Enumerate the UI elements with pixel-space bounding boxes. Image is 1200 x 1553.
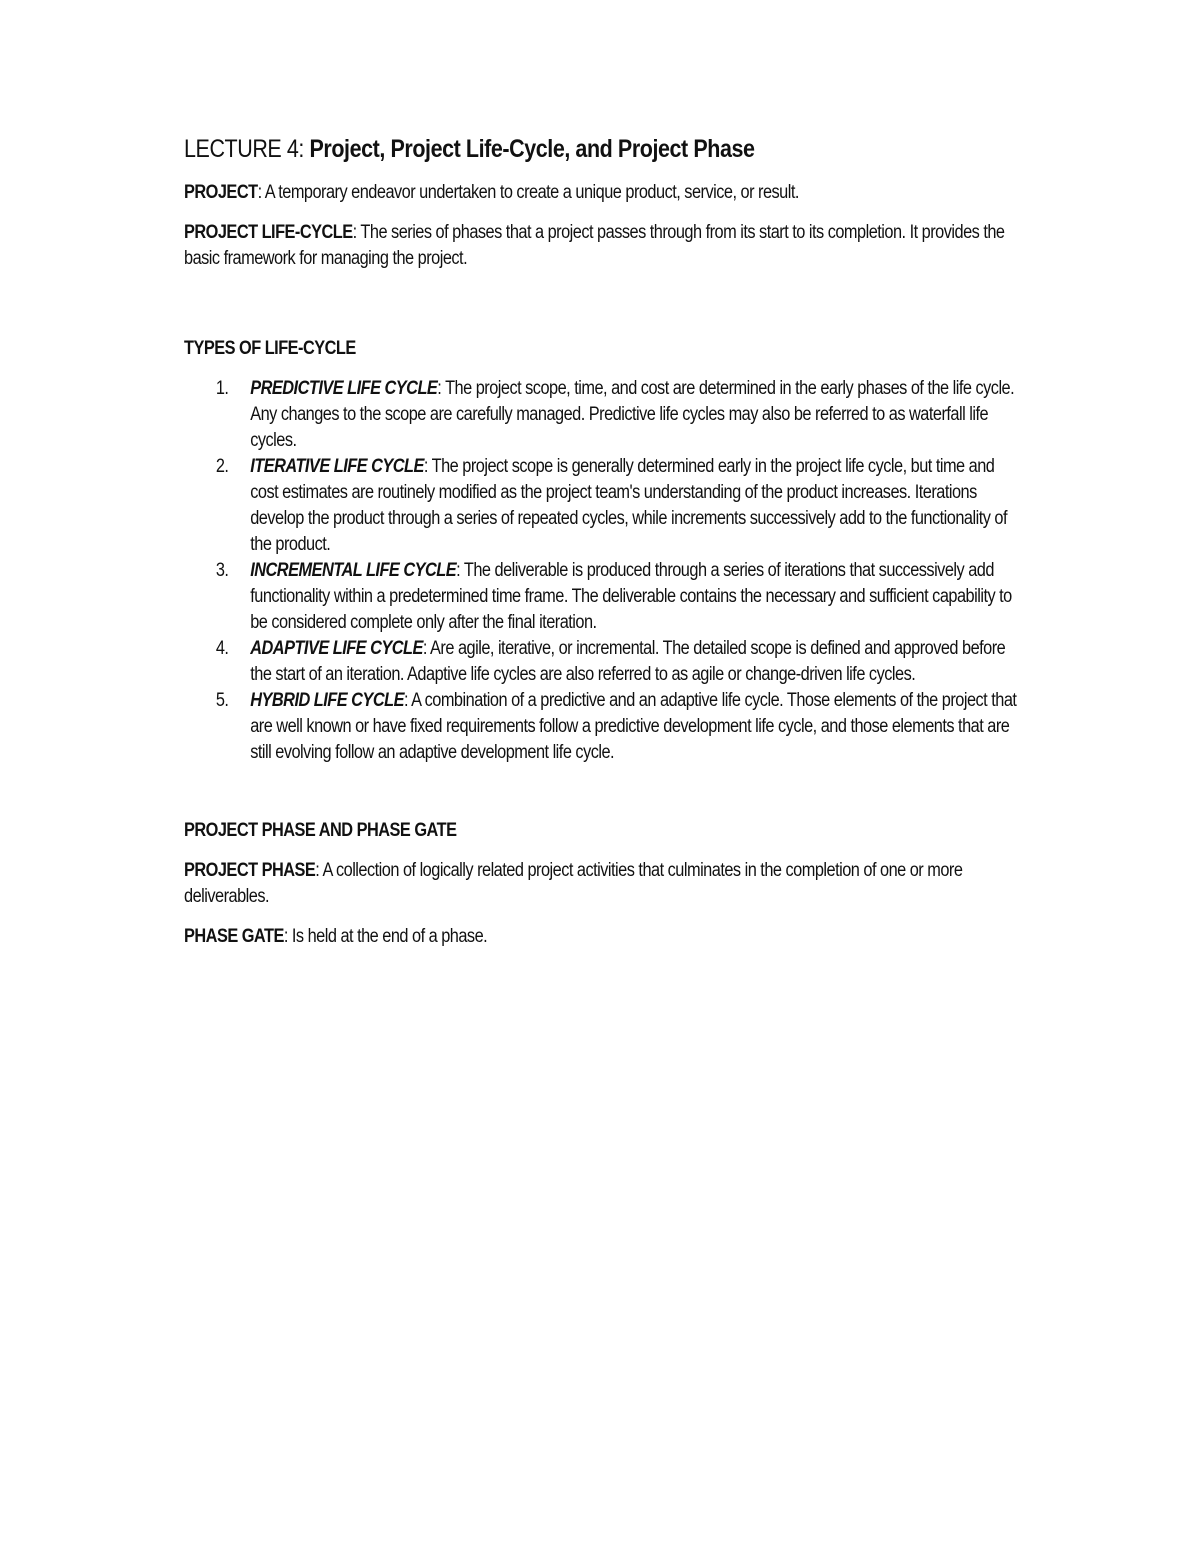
title-prefix: LECTURE 4:	[184, 135, 310, 163]
list-item	[184, 376, 1024, 454]
document-body	[184, 132, 1024, 964]
definition-project-life-cycle	[184, 220, 1024, 272]
list-item-number: 5.	[215, 690, 229, 711]
section-spacer	[184, 286, 1024, 336]
list-item	[184, 688, 1024, 766]
list-item-text: : The project scope is generally determined early in the project life cycle, but time and cost estimates are routinely modified as the project team's understanding of the product increases. Iterations develop the product through a series of repeated cycles, while increments successively add to the functionality of the product.	[250, 456, 1008, 555]
list-item-text: : A combination of a predictive and an adaptive life cycle. Those elements of the project that are well known or have fixed requirements follow a predictive development life cycle, and those elements that are still evolving follow an adaptive development life cycle.	[250, 690, 1017, 763]
definition-term: PROJECT PHASE	[184, 860, 316, 881]
list-item-term: ITERATIVE LIFE CYCLE	[250, 456, 424, 477]
list-item-text: : The deliverable is produced through a series of iterations that successively add functionality within a predetermined time frame. The deliverable contains the necessary and sufficient capability to be considered complete only after the final iteration.	[250, 560, 1012, 633]
definition-term: PROJECT	[184, 182, 258, 203]
list-item-text: : The project scope, time, and cost are determined in the early phases of the life cycle. Any changes to the scope are carefully managed. Predictive life cycles may also be referred to as waterfall life cycles.	[250, 378, 1015, 451]
list-item-number: 3.	[215, 560, 229, 581]
definition-phase-gate	[184, 924, 1024, 950]
types-heading: TYPES OF LIFE-CYCLE	[184, 338, 356, 359]
definition-term: PHASE GATE	[184, 926, 284, 947]
section-spacer	[184, 766, 1024, 818]
list-item-number: 2.	[215, 456, 229, 477]
definition-project-phase	[184, 858, 1024, 910]
life-cycle-types-list	[184, 376, 1024, 766]
definition-project	[184, 180, 1024, 206]
list-item-text: : Are agile, iterative, or incremental. The detailed scope is defined and approved before the start of an iteration. Adaptive life cycles are also referred to as agile or change-driven life cycles.	[250, 638, 1006, 685]
list-item-term: INCREMENTAL LIFE CYCLE	[250, 560, 457, 581]
definition-text: : A collection of logically related project activities that culminates in the completion of one or more deliverables.	[184, 860, 963, 907]
list-item	[184, 558, 1024, 636]
list-item-term: ADAPTIVE LIFE CYCLE	[250, 638, 423, 659]
title-main: Project, Project Life-Cycle, and Project Phase	[309, 135, 755, 163]
definition-text: : A temporary endeavor undertaken to create a unique product, service, or result.	[257, 182, 799, 203]
list-item-term: PREDICTIVE LIFE CYCLE	[250, 378, 438, 399]
definition-text: : The series of phases that a project passes through from its start to its completion. It provides the basic framework for managing the project.	[184, 222, 1005, 269]
list-item-number: 1.	[215, 378, 229, 399]
list-item-number: 4.	[215, 638, 229, 659]
list-item-term: HYBRID LIFE CYCLE	[250, 690, 404, 711]
document-title	[184, 132, 1024, 166]
definition-term: PROJECT LIFE-CYCLE	[184, 222, 353, 243]
list-item	[184, 636, 1024, 688]
phase-heading: PROJECT PHASE AND PHASE GATE	[184, 820, 457, 841]
list-item	[184, 454, 1024, 558]
definition-text: : Is held at the end of a phase.	[283, 926, 488, 947]
